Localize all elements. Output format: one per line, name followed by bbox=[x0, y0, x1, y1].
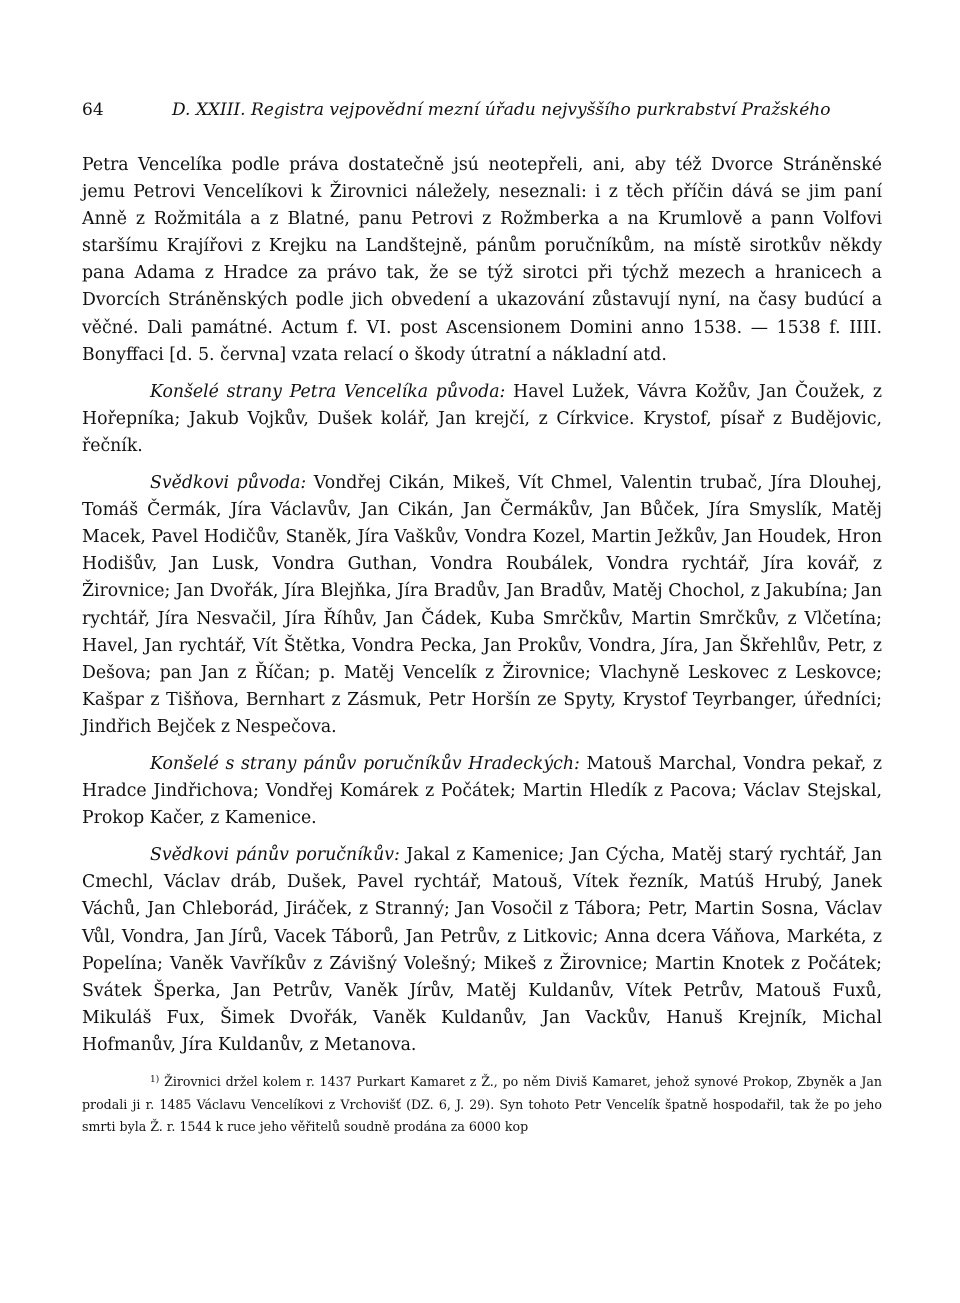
paragraph-text: Jakal z Kamenice; Jan Cýcha, Matěj starý rychtář, Jan Cmechl, Václav dráb, Dušek, Pavel rychtář, Matouš, Vítek řezník, Matúš Hrubý, Janek Váchů, Jan Chleborád, Jiráček, z Stranný; Jan Vosočil z Tábora; Petr, Martin Sosna, Václav Vůl, Vondra, Jan Jírů, Vacek Táborů, Jan Petrův, z Litkovic; Anna dcera Váňova, Markéta, z Popelína; Vaněk Vavříkův z Závišný Volešný; Mikeš z Žirovnice; Martin Knotek z Počátek; Svátek Šperka, Jan Petrův, Vaněk Jírův, Matěj Kuldanův, Vítek Petrův, Matouš Fuxů, Mikuláš Fux, Šimek Dvořák, Vaněk Kuldanův, Jan Vackův, Hanuš Krejník, Michal Hofmanův, Jíra Kuldanův, z Metanova. bbox=[82, 845, 882, 1055]
paragraph-lead: Konšelé s strany pánův poručníkův Hradeckých: bbox=[150, 753, 580, 774]
paragraph-witnesses-plaintiff bbox=[82, 470, 882, 741]
footnote bbox=[82, 1069, 882, 1139]
page-number: 64 bbox=[82, 100, 104, 120]
paragraph-witnesses-guardians bbox=[82, 842, 882, 1059]
paragraph-text: Petra Vencelíka podle práva dostatečně jsú neotepřeli, ani, aby též Dvorce Stráněnské jemu Petrovi Vencelíkovi k Žirovnici náležely, neseznali: i z těch příčin dává se jim paní Anně z Rožmitála a z Blatné, panu Petrovi z Rožmberka a na Krumlově a pann Volfovi staršímu Krajířovi z Krejku na Landštejně, pánům poručníkům, na místě sirotkův někdy pana Adama z Hradce za právo tak, že se týž sirotci při týchž mezech a hranicech a Dvorcích Stráněnských podle jich obvedení a ukazování zůstavují nyní, na časy budúcí a věčné. Dali památné. Actum f. VI. post Ascensionem Domini anno 1538. — 1538 f. IIII. Bonyffaci [d. 5. června] vzata relací o škody útratní a nákladní atd. bbox=[82, 155, 882, 365]
document-body bbox=[82, 152, 882, 1139]
paragraph-text: Vondřej Cikán, Mikeš, Vít Chmel, Valentin trubač, Jíra Dlouhej, Tomáš Čermák, Jíra Václavův, Jan Cikán, Jan Čermákův, Jan Bůček, Jíra Smyslík, Matěj Macek, Pavel Hodičův, Staněk, Jíra Vaškův, Vondra Kozel, Martin Ježkův, Jan Houdek, Hron Hodišův, Jan Lusk, Vondra Guthan, Vondra Roubálek, Vondra rychtář, Jíra kovář, z Žirovnice; Jan Dvořák, Jíra Blejňka, Jíra Bradův, Jan Bradův, Matěj Chochol, z Jakubína; Jan rychtář, Jíra Nesvačil, Jíra Říhův, Jan Čádek, Kuba Smrčkův, Martin Smrčkův, z Vlčetína; Havel, Jan rychtář, Vít Štětka, Vondra Pecka, Jan Prokův, Vondra, Jíra, Jan Škřehlův, Petr, z Dešova; pan Jan z Říčan; p. Matěj Vencelík z Žirovnice; Vlachyně Leskovec z Leskovce; Kašpar z Tišňova, Bernhart z Zásmuk, Petr Horšín ze Spyty, Krystof Teyrbanger, úředníci; Jindřich Bejček z Nespečova. bbox=[82, 473, 882, 737]
paragraph-intro bbox=[82, 152, 882, 369]
paragraph-text: Matouš Marchal, Vondra pekař, z Hradce Jindřichova; Vondřej Komárek z Počátek; Martin Hledík z Pacova; Václav Stejskal, Prokop Kačer, z Kamenice. bbox=[82, 753, 882, 829]
running-title: D. XXIII. Registra vejpovědní mezní úřadu nejvyššího purkrabství Pražského bbox=[172, 100, 831, 120]
paragraph-councillors-plaintiff bbox=[82, 379, 882, 460]
footnote-marker: 1) bbox=[150, 1075, 160, 1085]
page-header bbox=[82, 100, 882, 132]
paragraph-lead: Svědkovi pánův poručníkův: bbox=[150, 845, 400, 866]
paragraph-lead: Konšelé strany Petra Vencelíka původa: bbox=[150, 381, 506, 402]
paragraph-lead: Svědkovi původa: bbox=[150, 473, 307, 494]
document-page bbox=[82, 100, 882, 1139]
paragraph-councillors-guardians bbox=[82, 751, 882, 832]
footnote-text: Žirovnici držel kolem r. 1437 Purkart Kamaret z Ž., po něm Diviš Kamaret, jehož synové Prokop, Zbyněk a Jan prodali ji r. 1485 Václavu Vencelíkovi z Vrchovišť (DZ. 6, J. 29). Syn tohoto Petr Vencelík špatně hospodařil, tak že po jeho smrti byla Ž. r. 1544 k ruce jeho věřitelů soudně prodána za 6000 kop bbox=[82, 1074, 882, 1134]
paragraph-text: Havel Lužek, Vávra Kožův, Jan Čoužek, z Hořepníka; Jakub Vojkův, Dušek kolář, Jan krejčí, z Církvice. Krystof, písař z Budějovic, řečník. bbox=[82, 381, 882, 456]
